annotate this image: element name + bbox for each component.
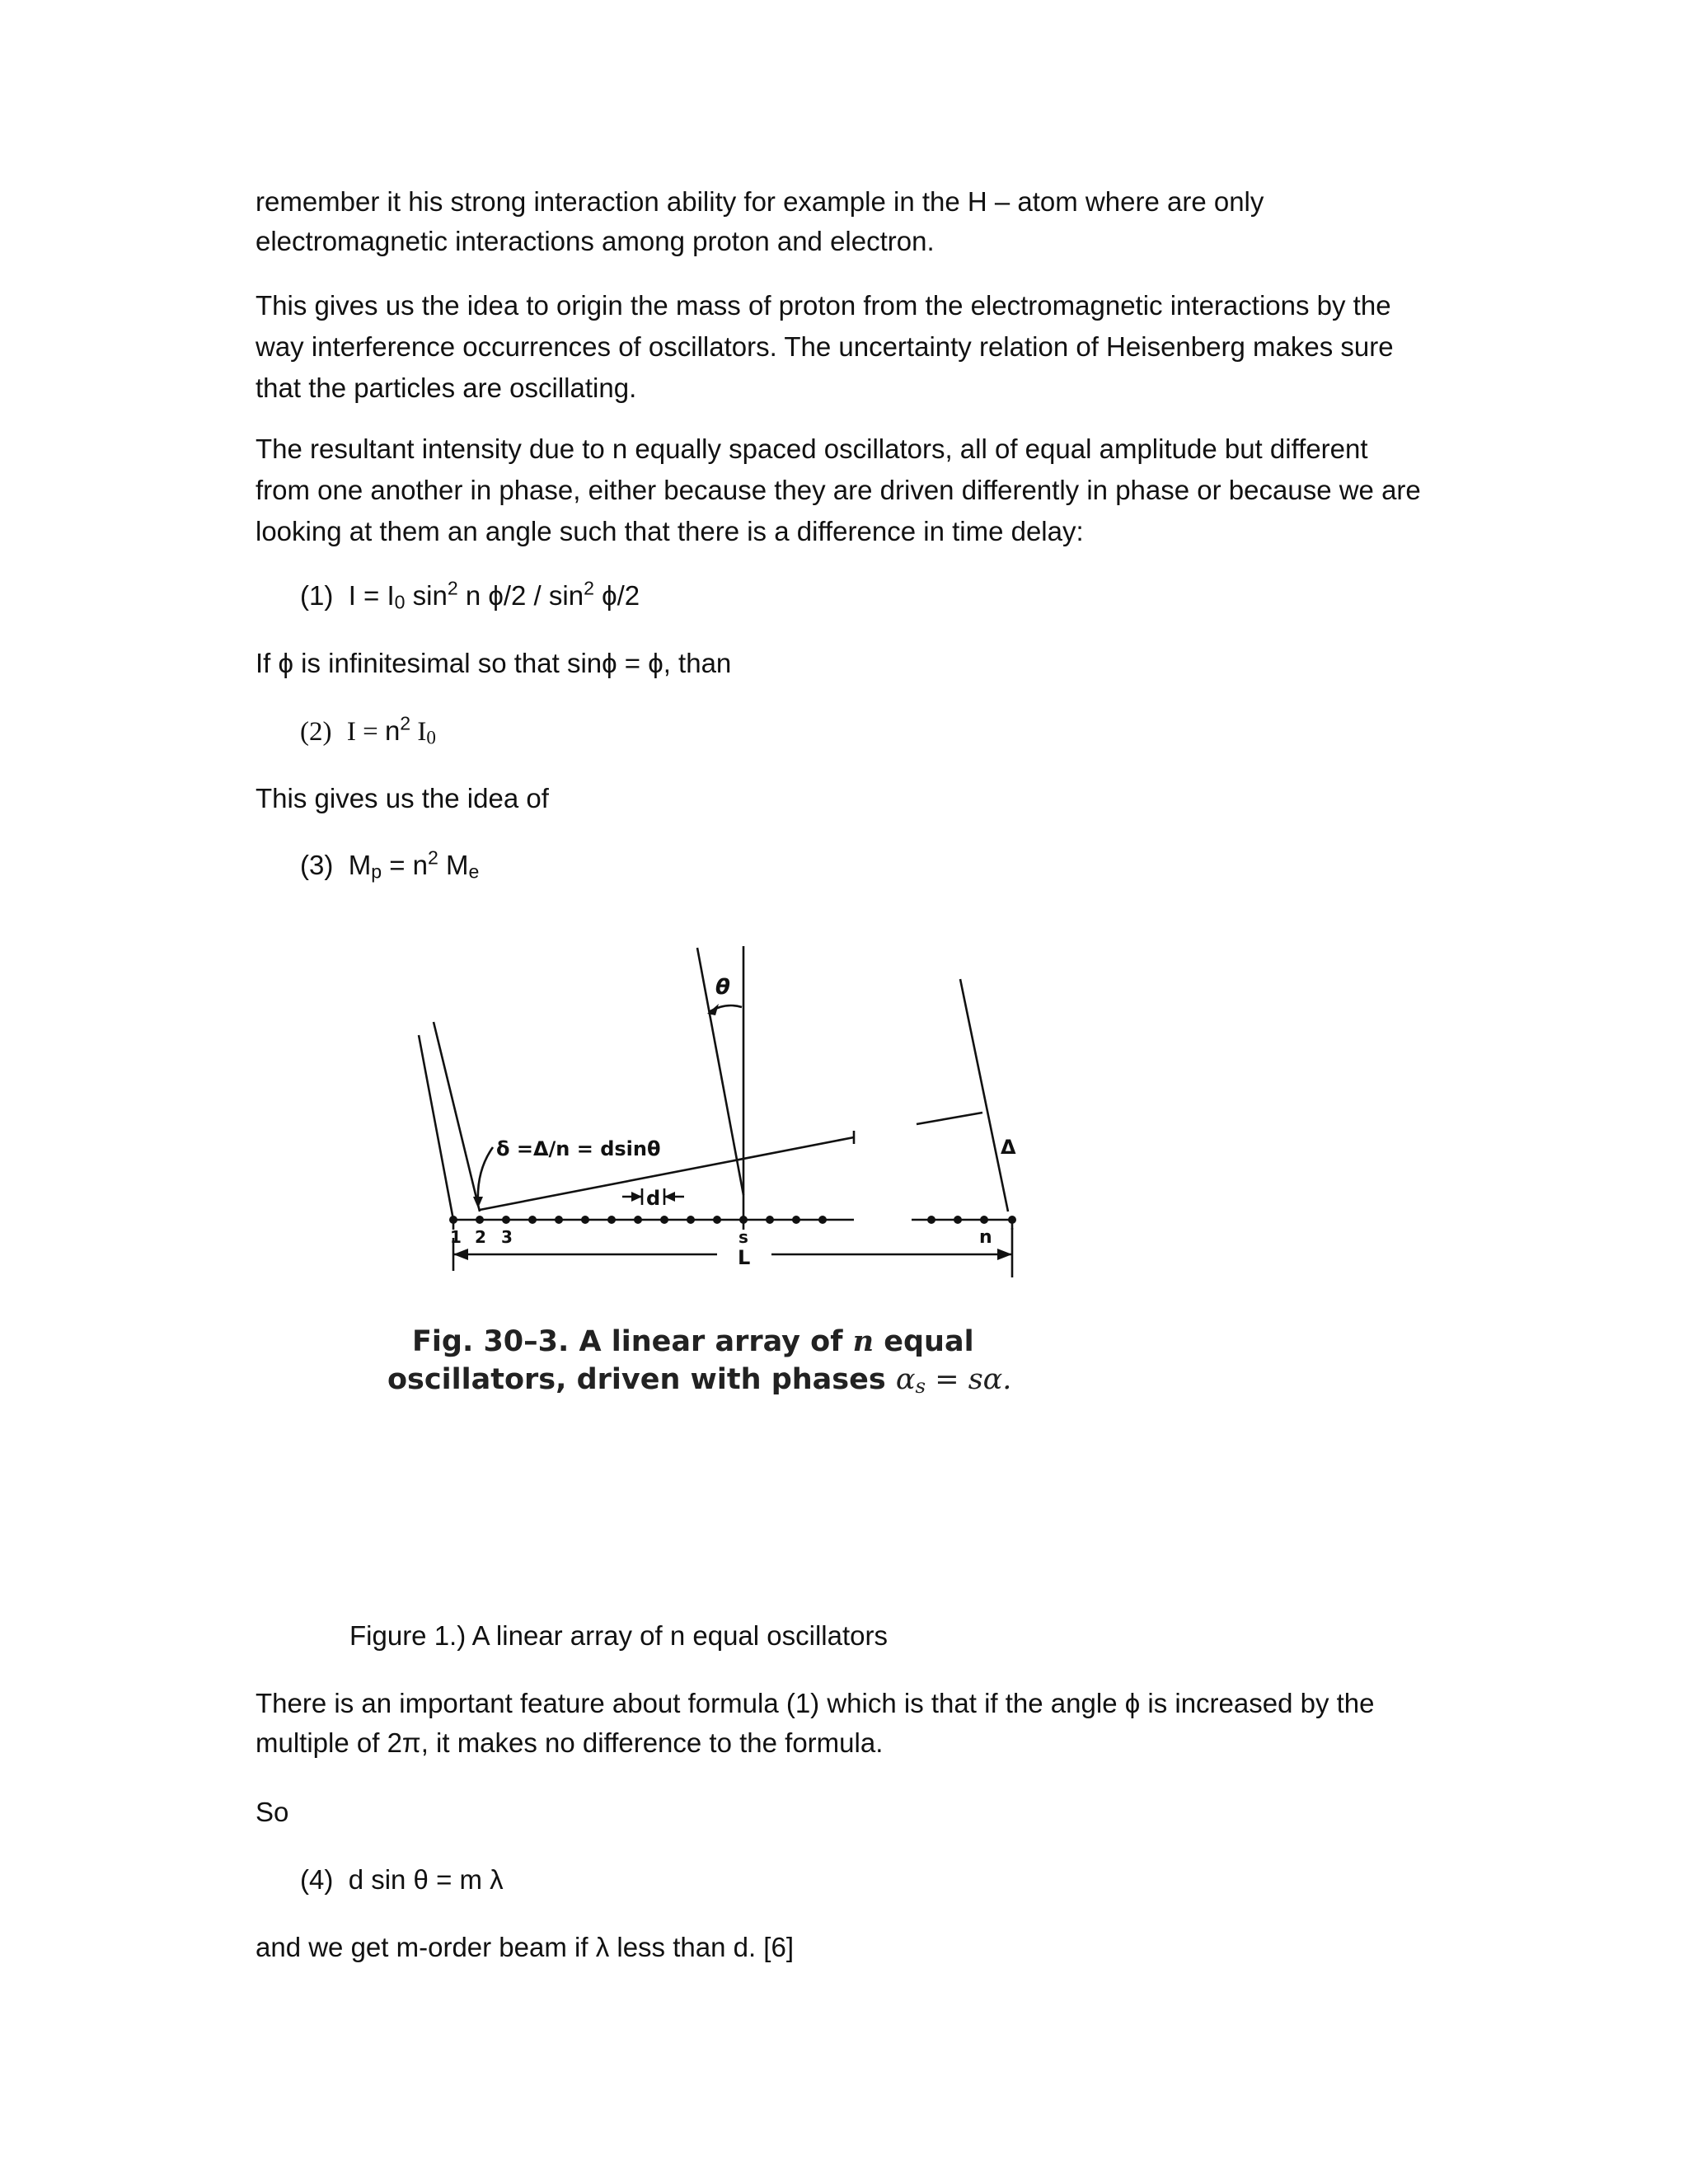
eq1-mid: n ϕ/2 / sin bbox=[457, 580, 584, 611]
caption-alpha: α bbox=[895, 1363, 916, 1396]
paragraph-resultant-intensity: The resultant intensity due to n equally spaced oscillators, all of equal amplitude but different from one another in phase, either because they are driven differently in phase or because we are looking at them an angle such that there is a difference in time delay: bbox=[256, 434, 1421, 546]
left-outer-ray bbox=[419, 1035, 453, 1220]
figure-label: Figure 1.) A linear array of n equal oscillators bbox=[349, 1620, 888, 1651]
caption-line1: Fig. 30–3. A linear array of bbox=[412, 1325, 853, 1358]
eq1-sub: 0 bbox=[394, 591, 406, 613]
eq1-end: ϕ/2 bbox=[593, 580, 640, 611]
paragraph-intro-line1: remember it his strong interaction ability for example in the H – atom where are only bbox=[256, 186, 1264, 217]
left-inner-ray bbox=[434, 1022, 480, 1212]
index-1-label: 1 bbox=[450, 1227, 462, 1247]
paragraph-important-feature-line2: multiple of 2π, it makes no difference to the formula. bbox=[256, 1727, 884, 1758]
equation-number: (3) bbox=[300, 850, 334, 880]
index-s-label: s bbox=[738, 1227, 748, 1247]
eq2-lhs: I = bbox=[346, 717, 385, 747]
eq1-lhs: I = I bbox=[348, 580, 395, 611]
oscillator-dot bbox=[739, 1216, 748, 1224]
eq2-n: n bbox=[384, 715, 401, 746]
d-arrowhead-left bbox=[631, 1192, 642, 1202]
oscillator-dot bbox=[660, 1216, 668, 1224]
oscillator-dot bbox=[449, 1216, 457, 1224]
paragraph-m-order-beam: and we get m-order beam if λ less than d. [6] bbox=[256, 1932, 794, 1962]
figure-linear-array bbox=[387, 931, 1030, 1467]
d-label: d bbox=[646, 1187, 661, 1210]
right-short-line bbox=[917, 1113, 982, 1124]
d-arrowhead-right bbox=[664, 1192, 675, 1202]
caption-line2 bbox=[387, 1361, 1039, 1399]
caption-line1-end: equal bbox=[874, 1325, 974, 1358]
paragraph-mass-origin: This gives us the idea to origin the mass of proton from the electromagnetic interactions by the way interference occurrences of oscillators. The uncertainty relation of Heisenberg makes sure that the particles are oscillating. bbox=[256, 290, 1394, 403]
delta-arrow bbox=[478, 1147, 493, 1203]
equation-1 bbox=[300, 575, 640, 616]
oscillator-dot bbox=[713, 1216, 721, 1224]
figure-caption bbox=[387, 1323, 1039, 1399]
oscillator-dot bbox=[607, 1216, 616, 1224]
oscillator-dot bbox=[954, 1216, 962, 1224]
equation-number: (2) bbox=[300, 717, 332, 747]
paragraph-intro-line2: electromagnetic interactions among proton and electron. bbox=[256, 226, 935, 256]
eq1-sup: 2 bbox=[447, 577, 458, 599]
big-delta-label: Δ bbox=[1001, 1136, 1016, 1159]
paragraph-infinitesimal: If ϕ is infinitesimal so that sinϕ = ϕ, than bbox=[256, 648, 732, 678]
delta-equation-label: δ =Δ/n = dsinθ bbox=[496, 1137, 661, 1160]
eq2-sub: 0 bbox=[426, 726, 436, 748]
index-3-label: 3 bbox=[501, 1227, 513, 1247]
oscillator-dot bbox=[792, 1216, 800, 1224]
equation-number: (1) bbox=[300, 580, 334, 611]
delta-arrowhead bbox=[473, 1197, 483, 1208]
equation-2 bbox=[300, 710, 436, 752]
oscillator-dot bbox=[581, 1216, 589, 1224]
oscillator-dot bbox=[766, 1216, 774, 1224]
eq1-sin: sin bbox=[405, 580, 448, 611]
paragraph-important-feature-line1: There is an important feature about formula (1) which is that if the angle ϕ is increased by the bbox=[256, 1688, 1375, 1718]
theta-label: θ bbox=[715, 975, 730, 1000]
oscillator-dot bbox=[927, 1216, 935, 1224]
equation-4 bbox=[300, 1859, 504, 1900]
eq3-M: M bbox=[348, 850, 372, 880]
eq3-sube: e bbox=[468, 860, 480, 883]
eq3-mid: = n bbox=[382, 850, 428, 880]
index-n-label: n bbox=[979, 1227, 992, 1248]
caption-line2-text: oscillators, driven with phases bbox=[387, 1363, 896, 1396]
eq1-sup2: 2 bbox=[584, 577, 594, 599]
eq3-Me: M bbox=[438, 850, 469, 880]
eq3-sub: p bbox=[371, 860, 382, 883]
oscillator-dot bbox=[555, 1216, 563, 1224]
caption-n: n bbox=[852, 1324, 874, 1358]
index-2-label: 2 bbox=[475, 1227, 486, 1247]
linear-array-diagram bbox=[387, 931, 1030, 1310]
L-arrowhead-right bbox=[997, 1249, 1012, 1260]
oscillator-dot bbox=[980, 1216, 988, 1224]
eq3-sup: 2 bbox=[428, 846, 438, 869]
oscillator-dot bbox=[818, 1216, 827, 1224]
oscillator-dot bbox=[528, 1216, 537, 1224]
oscillator-dot bbox=[1008, 1216, 1016, 1224]
eq2-sup: 2 bbox=[400, 712, 411, 734]
caption-eq: = sα. bbox=[926, 1363, 1012, 1396]
L-label: L bbox=[738, 1246, 751, 1269]
right-tilted bbox=[960, 979, 1008, 1212]
oscillator-dot bbox=[687, 1216, 695, 1224]
L-arrowhead-left bbox=[453, 1249, 468, 1260]
equation-3 bbox=[300, 845, 479, 886]
eq4-body: d sin θ = m λ bbox=[348, 1864, 504, 1895]
oscillator-dot bbox=[634, 1216, 642, 1224]
paragraph-so: So bbox=[256, 1797, 289, 1827]
paragraph-idea-of: This gives us the idea of bbox=[256, 783, 549, 813]
equation-number: (4) bbox=[300, 1864, 334, 1895]
oscillator-dot bbox=[502, 1216, 510, 1224]
eq2-I: I bbox=[410, 717, 427, 747]
oscillator-dot bbox=[476, 1216, 484, 1224]
caption-sub: s bbox=[915, 1373, 926, 1398]
